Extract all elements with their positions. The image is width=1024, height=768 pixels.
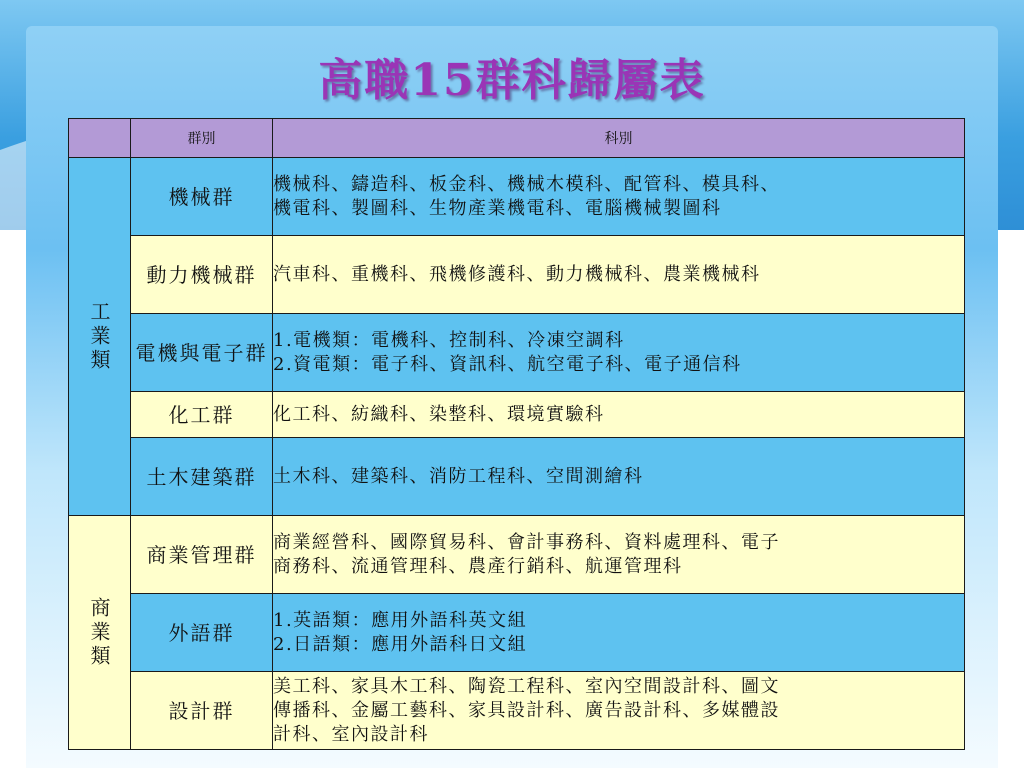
dept-line: 1.電機類：電機科、控制科、冷凍空調科 bbox=[273, 329, 625, 351]
dept-cell bbox=[273, 438, 965, 516]
category-business: 商業類 bbox=[69, 516, 131, 750]
dept-line: 美工科、家具木工科、陶瓷工程科、室內空間設計科、圖文 bbox=[273, 675, 780, 697]
category-industry: 工業類 bbox=[69, 158, 131, 516]
dept-line: 計科、室內設計科 bbox=[273, 723, 429, 745]
table-row bbox=[69, 236, 965, 314]
group-cell: 化工群 bbox=[131, 392, 273, 438]
header-group: 群別 bbox=[131, 119, 273, 158]
dept-cell bbox=[273, 158, 965, 236]
dept-line: 傳播科、金屬工藝科、家具設計科、廣告設計科、多媒體設 bbox=[273, 699, 780, 721]
dept-cell bbox=[273, 314, 965, 392]
group-table bbox=[68, 118, 965, 750]
group-cell: 外語群 bbox=[131, 594, 273, 672]
group-cell: 機械群 bbox=[131, 158, 273, 236]
dept-line: 汽車科、重機科、飛機修護科、動力機械科、農業機械科 bbox=[273, 263, 761, 285]
table-row bbox=[69, 392, 965, 438]
table-header-row bbox=[69, 119, 965, 158]
group-cell: 動力機械群 bbox=[131, 236, 273, 314]
dept-cell bbox=[273, 516, 965, 594]
dept-line: 2.日語類：應用外語科日文組 bbox=[273, 633, 528, 655]
dept-cell bbox=[273, 236, 965, 314]
group-cell: 土木建築群 bbox=[131, 438, 273, 516]
dept-line: 商務科、流通管理科、農產行銷科、航運管理科 bbox=[273, 555, 683, 577]
header-category-blank bbox=[69, 119, 131, 158]
dept-line: 商業經營科、國際貿易科、會計事務科、資料處理科、電子 bbox=[273, 531, 780, 553]
table-row bbox=[69, 594, 965, 672]
dept-cell bbox=[273, 392, 965, 438]
page-title: 高職15群科歸屬表 bbox=[318, 55, 706, 106]
header-department: 科別 bbox=[273, 119, 965, 158]
group-cell: 設計群 bbox=[131, 672, 273, 750]
group-cell: 電機與電子群 bbox=[131, 314, 273, 392]
group-cell: 商業管理群 bbox=[131, 516, 273, 594]
table-row bbox=[69, 672, 965, 750]
dept-cell bbox=[273, 594, 965, 672]
dept-line: 2.資電類：電子科、資訊科、航空電子科、電子通信科 bbox=[273, 353, 742, 375]
dept-line: 化工科、紡織科、染整科、環境實驗科 bbox=[273, 403, 605, 425]
table-row bbox=[69, 516, 965, 594]
table-row bbox=[69, 438, 965, 516]
dept-line: 土木科、建築科、消防工程科、空間測繪科 bbox=[273, 465, 644, 487]
dept-line: 機械科、鑄造科、板金科、機械木模科、配管科、模具科、 bbox=[273, 173, 780, 195]
dept-line: 機電科、製圖科、生物產業機電科、電腦機械製圖科 bbox=[273, 197, 722, 219]
dept-line: 1.英語類：應用外語科英文組 bbox=[273, 609, 528, 631]
dept-cell bbox=[273, 672, 965, 750]
table-row bbox=[69, 158, 965, 236]
table-row bbox=[69, 314, 965, 392]
